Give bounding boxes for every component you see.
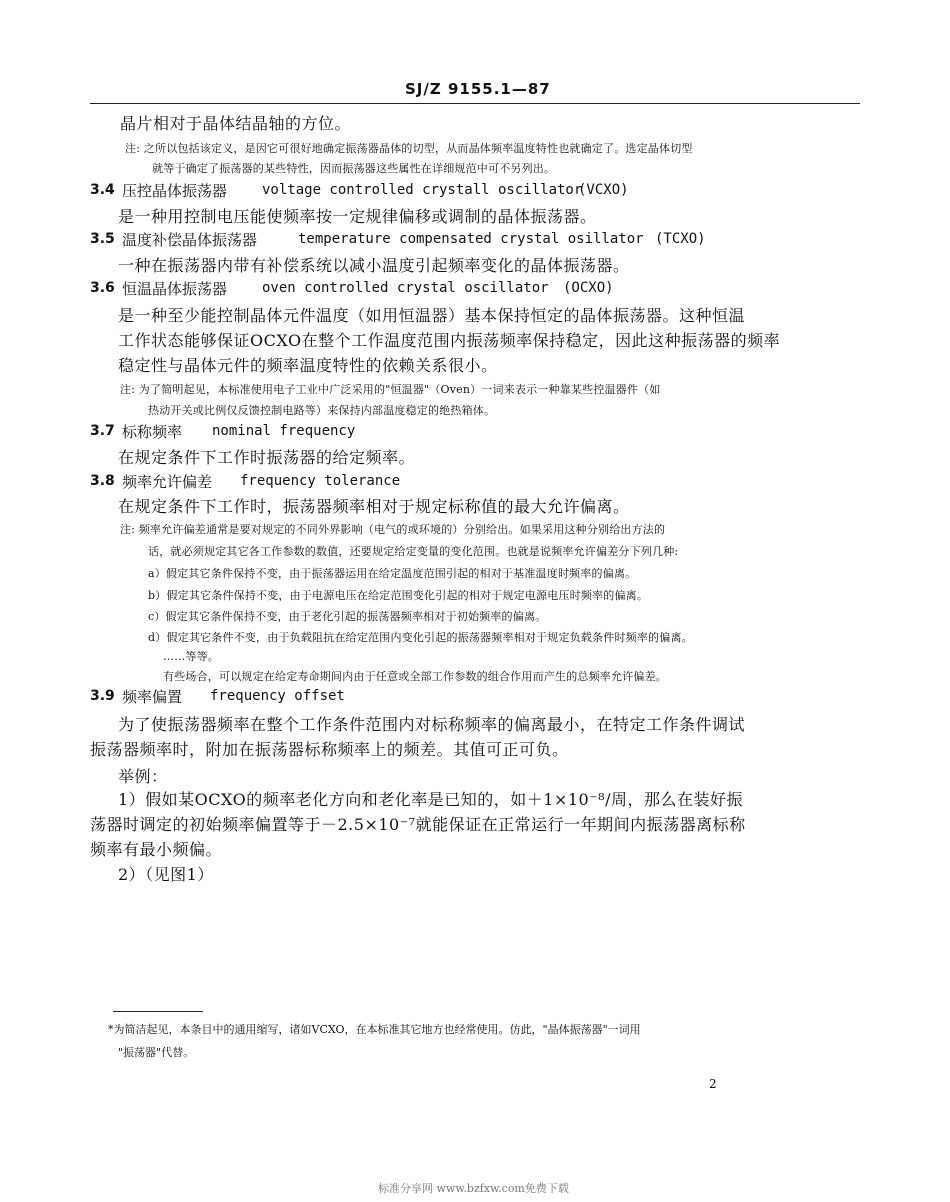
list-item-a: a）假定其它条件保持不变，由于振荡器运用在给定温度范围引起的相对于基准温度时频率的偏离。 (148, 567, 637, 580)
note-3-8-closing: 有些场合，可以规定在给定寿命期间内由于任意或全部工作参数的组合作用而产生的总频率允许偏差。 (163, 670, 667, 683)
term-english: frequency tolerance (240, 473, 401, 489)
term-chinese: 温度补偿晶体振荡器 (122, 231, 258, 249)
footnote-line1: *为简洁起见，本条目中的通用缩写，诸如VCXO，在本标准其它地方也经常使用。仿此，"晶体振荡器"一词用 (108, 1023, 641, 1036)
watermark-text: 标准分享网 www.bzfxw.com免费下载 (378, 1182, 569, 1195)
para-3-9-line1: 为了使振荡器频率在整个工作条件范围内对标称频率的偏离最小，在特定工作条件调试 (118, 715, 746, 734)
term-english: temperature compensated crystal osillator (298, 231, 644, 247)
note-3-8-line1: 注: 频率允许偏差通常是要对规定的不同外界影响（电气的或环境的）分别给出。如果采用这种分别给出方法的 (120, 523, 666, 536)
term-english: voltage controlled crystall oscillator (262, 182, 583, 198)
term-3-6 (90, 278, 860, 300)
para-3-4: 是一种用控制电压能使频率按一定规律偏移或调制的晶体振荡器。 (118, 207, 597, 226)
example-1-line2: 荡器时调定的初始频率偏置等于－2.5×10⁻⁷就能保证在正常运行一年期间内振荡器离标称 (90, 815, 746, 834)
term-chinese: 压控晶体振荡器 (122, 182, 228, 200)
example-2: 2）（见图1） (118, 865, 214, 884)
term-chinese: 频率偏置 (122, 688, 183, 706)
term-abbreviation: (TCXO) (655, 231, 706, 247)
term-abbreviation: (VCXO) (578, 182, 629, 198)
note-3-3-line2: 就等于确定了振荡器的某些特性，因而振荡器这些属性在详细规范中可不另列出。 (152, 162, 556, 175)
list-item-c: c）假定其它条件保持不变，由于老化引起的振荡器频率相对于初始频率的偏离。 (148, 610, 547, 623)
term-number: 3.6 (90, 280, 115, 296)
header-rule (90, 103, 860, 104)
note-3-8-line2: 话，就必须规定其它各工作参数的数值，还要规定给定变量的变化范围。也就是说频率允许偏差分下列几种: (148, 545, 679, 558)
list-item-b: b）假定其它条件保持不变，由于电源电压在给定范围变化引起的相对于规定电源电压时频率的偏离。 (148, 589, 649, 602)
para-3-3-cont: 晶片相对于晶体结晶轴的方位。 (120, 114, 352, 133)
term-3-4 (90, 180, 860, 202)
para-3-9-line2: 振荡器频率时，附加在振荡器标称频率上的频差。其值可正可负。 (90, 740, 569, 759)
document-code: SJ/Z 9155.1—87 (405, 80, 551, 98)
example-heading: 举例： (118, 767, 168, 786)
footnote-line2: "振荡器"代替。 (118, 1046, 195, 1059)
example-1-line1: 1）假如某OCXO的频率老化方向和老化率是已知的，如＋1×10⁻⁸/周，那么在装好振 (118, 790, 743, 809)
term-number: 3.5 (90, 231, 115, 247)
term-chinese: 恒温晶体振荡器 (122, 280, 228, 298)
para-3-6-line3: 稳定性与晶体元件的频率温度特性的依赖关系很小。 (118, 356, 498, 375)
term-number: 3.7 (90, 423, 115, 439)
term-english: frequency offset (210, 688, 345, 704)
term-number: 3.8 (90, 473, 115, 489)
list-item-etc: ……等等。 (163, 650, 219, 663)
example-1-line3: 频率有最小频偏。 (90, 840, 223, 859)
footnote-rule (113, 1011, 203, 1012)
term-3-9 (90, 686, 860, 708)
term-number: 3.4 (90, 182, 115, 198)
note-3-6-line2: 热动开关或比例仅反馈控制电路等）来保持内部温度稳定的绝热箱体。 (148, 404, 496, 417)
term-3-8 (90, 471, 860, 493)
para-3-8: 在规定条件下工作时，振荡器频率相对于规定标称值的最大允许偏离。 (118, 497, 630, 516)
para-3-7: 在规定条件下工作时振荡器的给定频率。 (118, 448, 416, 467)
term-number: 3.9 (90, 688, 115, 704)
term-3-7 (90, 421, 860, 443)
para-3-6-line1: 是一种至少能控制晶体元件温度（如用恒温器）基本保持恒定的晶体振荡器。这种恒温 (118, 306, 746, 325)
term-chinese: 频率允许偏差 (122, 473, 213, 491)
para-3-6-line2: 工作状态能够保证OCXO在整个工作温度范围内振荡频率保持稳定，因此这种振荡器的频率 (118, 331, 781, 350)
term-chinese: 标称频率 (122, 423, 183, 441)
note-3-3-line1: 注: 之所以包括该定义，是因它可很好地确定振荡器晶体的切型，从而晶体频率温度特性也就确定了。选定晶体切型 (125, 142, 693, 155)
page-number: 2 (709, 1077, 717, 1091)
term-english: oven controlled crystal oscillator (262, 280, 549, 296)
para-3-5: 一种在振荡器内带有补偿系统以减小温度引起频率变化的晶体振荡器。 (118, 256, 630, 275)
term-3-5 (90, 229, 860, 251)
term-abbreviation: (OCXO) (563, 280, 614, 296)
list-item-d: d）假定其它条件不变，由于负载阻抗在给定范围内变化引起的振荡器频率相对于规定负载条件时频率的偏离。 (148, 631, 693, 644)
note-3-6-line1: 注: 为了简明起见，本标准使用电子工业中广泛采用的"恒温器"（Oven）一词来表示一种靠某些控温器件（如 (120, 383, 661, 396)
term-english: nominal frequency (212, 423, 356, 439)
